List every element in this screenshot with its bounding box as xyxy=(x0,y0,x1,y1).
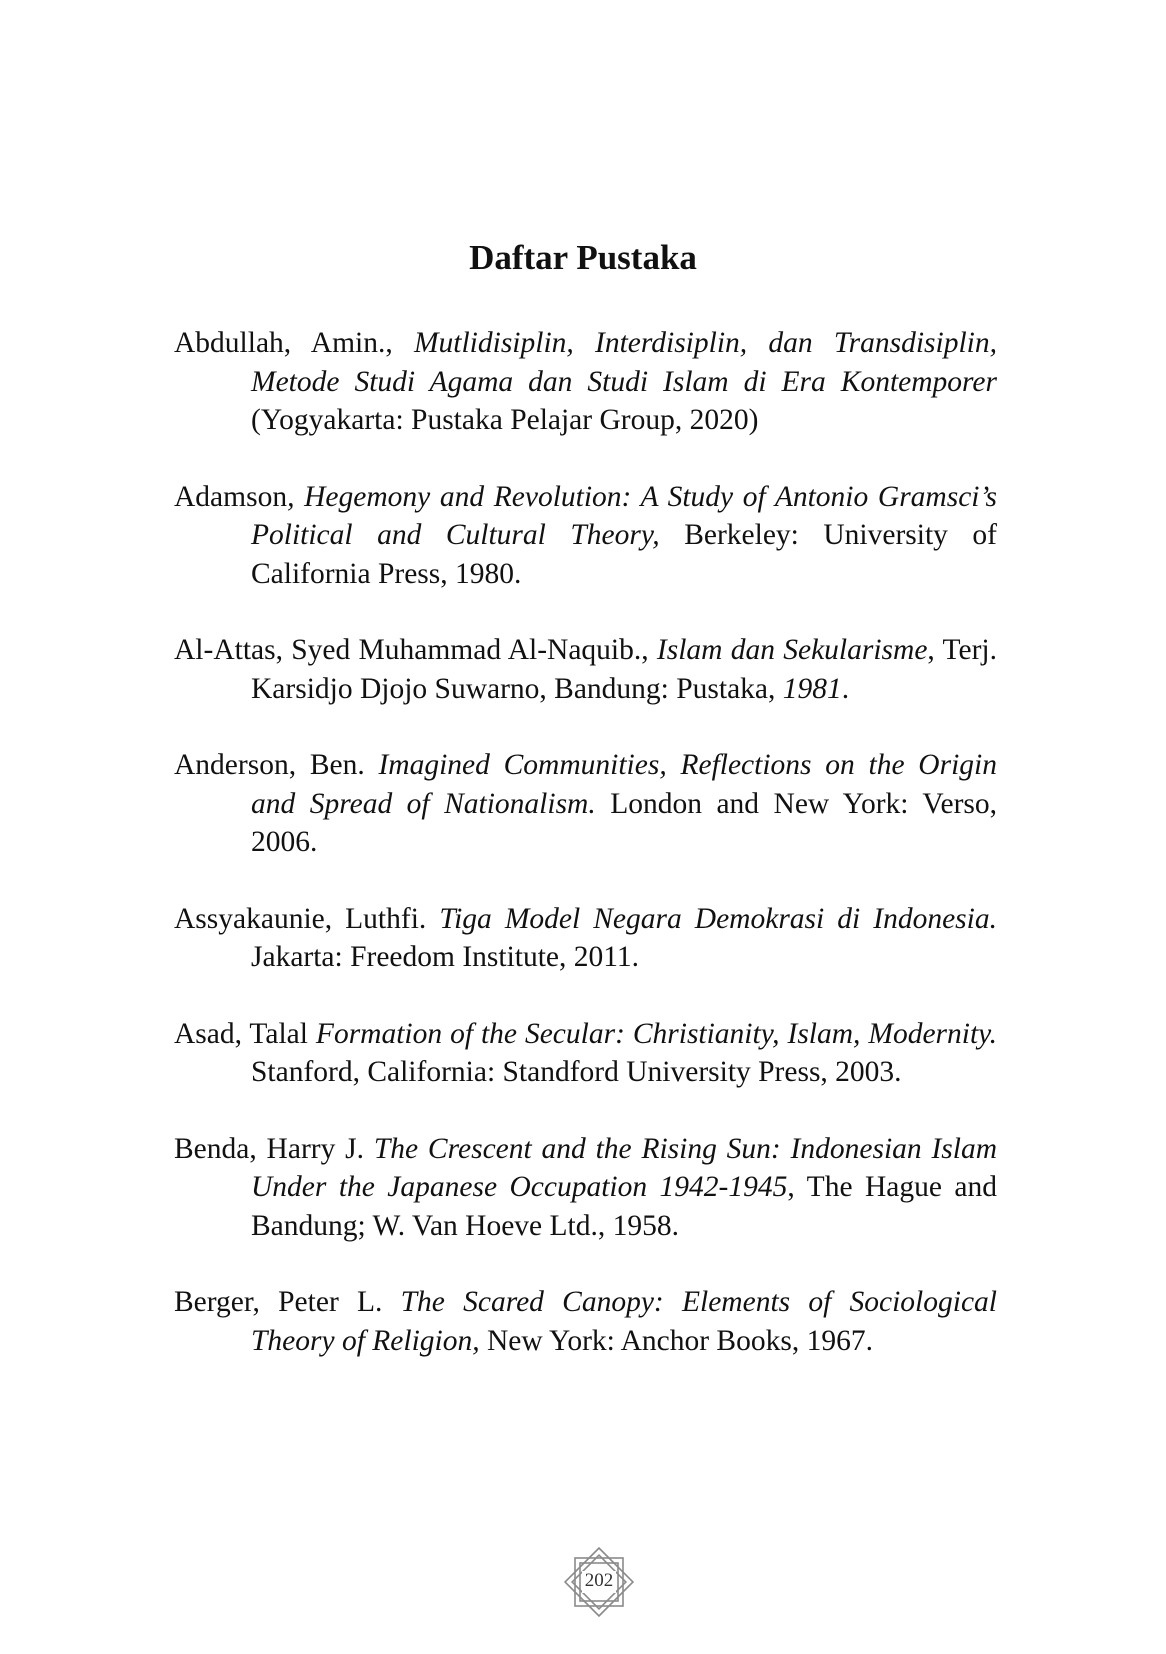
entry-end: . xyxy=(841,672,850,705)
entry-authors: Assyakaunie, Luthfi. xyxy=(174,902,440,935)
entry-title: Islam dan Sekularisme xyxy=(656,634,928,666)
bibliography-entry xyxy=(174,631,997,708)
entry-title: The Crescent and the Rising Sun: Indonesian Islam Under the Japanese Occupation 1942-1945 xyxy=(251,1132,998,1203)
entry-publication: London and New York: Verso, 2006. xyxy=(251,787,997,858)
entry-publication: Jakarta: Freedom Institute, 2011. xyxy=(251,941,640,973)
entry-authors: Adamson xyxy=(174,480,288,513)
entry-publication: Berkeley: University of California Press, 1980. xyxy=(251,519,997,590)
entry-title: Mutlidisiplin, Interdisiplin, dan Transdisiplin, Metode Studi Agama dan Studi Islam di Era Kontemporer xyxy=(251,327,997,398)
bibliography-entry xyxy=(174,1015,997,1092)
entry-title: Formation of the Secular: Christianity, Islam, Modernity. xyxy=(315,1017,998,1050)
entry-authors: Asad, Talal xyxy=(174,1017,316,1050)
entry-title: Imagined Communities, Reflections on the Origin and Spread of Nationalism. xyxy=(251,749,997,820)
entry-publication: (Yogyakarta: Pustaka Pelajar Group, 2020) xyxy=(251,404,759,436)
page-number: 202 xyxy=(584,1570,614,1591)
bibliography-entry xyxy=(174,478,997,594)
entry-authors: Anderson, Ben. xyxy=(174,749,379,781)
entry-authors: Benda, Harry J. xyxy=(174,1132,374,1165)
entry-publication: , The Hague and Bandung; W. Van Hoeve Ltd., 1958. xyxy=(251,1171,997,1242)
entry-authors: Abdullah, Amin., xyxy=(174,327,414,359)
entry-authors: Al-Attas, Syed Muhammad Al-Naquib., xyxy=(174,634,657,666)
entry-authors: Berger, Peter L. xyxy=(174,1286,401,1318)
bibliography-entry xyxy=(174,1283,997,1360)
entry-publication: New York: Anchor Books, 1967. xyxy=(479,1324,873,1357)
entry-title: , Hegemony and Revolution: A Study of Antonio Gramsci’s Political and Cultural Theory, xyxy=(251,480,997,551)
bibliography-entry xyxy=(174,746,997,862)
page-title: Daftar Pustaka xyxy=(469,238,697,277)
entry-publication: , Terj. Karsidjo Djojo Suwarno, Bandung: Pustaka, xyxy=(251,634,997,705)
entry-title: Tiga Model Negara Demokrasi di Indonesia. xyxy=(439,902,997,935)
bibliography-entry xyxy=(174,900,997,977)
bibliography-entry xyxy=(174,324,997,440)
bibliography-list xyxy=(174,324,997,1398)
entry-title: The Scared Canopy: Elements of Sociological Theory of Religion, xyxy=(251,1286,997,1357)
entry-year: 1981 xyxy=(782,672,842,705)
entry-publication: Stanford, California: Standford University Press, 2003. xyxy=(251,1056,902,1088)
bibliography-entry xyxy=(174,1130,997,1246)
